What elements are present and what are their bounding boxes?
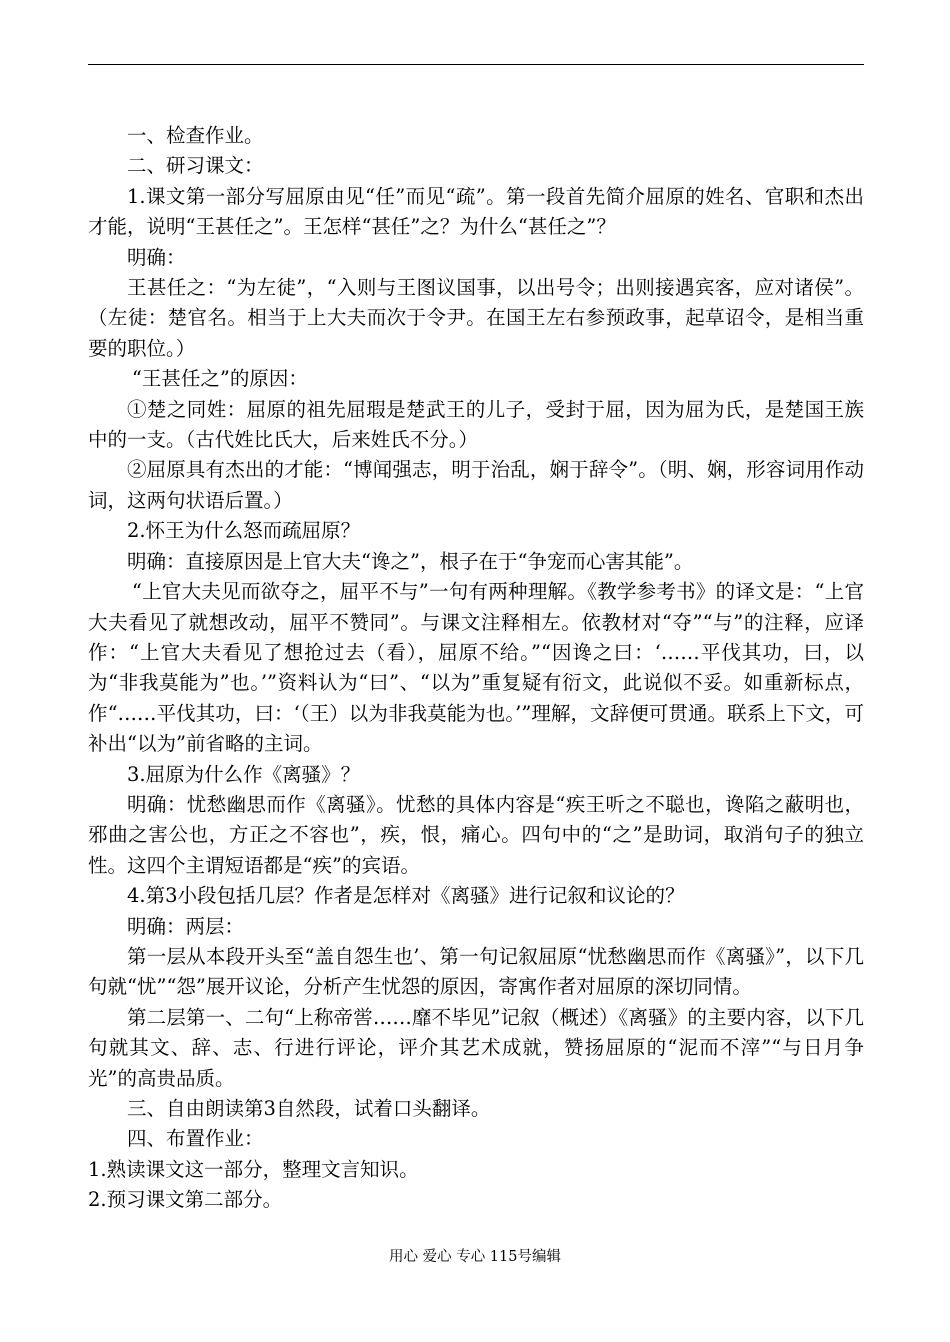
header-rule: [88, 64, 864, 65]
homework-item-1: 1.熟读课文这一部分，整理文言知识。: [88, 1157, 419, 1181]
reason-item-1: ①楚之同姓：屈原的祖先屈瑕是楚武王的儿子，受封于屈，因为屈为氏，是楚国王族中的一支。（古代姓比氏大，后来姓氏不分。）: [88, 397, 864, 452]
discussion-paragraph: “上官大夫见而欲夺之，屈平不与”一句有两种理解。《教学参考书》的译文是：“上官大夫看见了就想改动，屈平不赞同”。与课文注释相左。依教材对“夺”“与”的注释，应译作：“上官大夫看见了想抢过去（看），屈原不给。”“因谗之曰：‘……平伐其功，曰，以为“非我莫能为”也。’”资料认为“曰”、“以为”重复疑有衍文，此说似不妥。如重新标点，作“……平伐其功，曰：‘（王）以为非我莫能为也。’”理解，文辞便可贯通。联系上下文，可补出“以为”前省略的主词。: [88, 580, 864, 756]
reason-item-2: ②屈原具有杰出的才能：“博闻强志，明于治乱，娴于辞令”。（明、娴，形容词用作动词，这两句状语后置。）: [88, 458, 864, 512]
section-heading-study-text: 二、研习课文：: [127, 154, 264, 178]
section-heading-homework: 四、布置作业：: [127, 1127, 264, 1151]
answer-paragraph: 明确：直接原因是上官大夫“谗之”，根子在于“争宠而心害其能”。: [127, 549, 694, 573]
reason-heading: “王甚任之”的原因：: [131, 367, 308, 391]
answer-paragraph: 王甚任之：“为左徒”，“入则与王图议国事，以出号令；出则接遇宾客，应对诸侯”。（左徒：楚官名。相当于上大夫而次于令尹。在国王左右参预政事，起草诏令，是相当重要的职位。）: [88, 276, 864, 360]
page-footer: 用心 爱心 专心 115号编辑: [388, 1249, 561, 1265]
homework-item-2: 2.预习课文第二部分。: [88, 1188, 283, 1212]
question-4: 4.第3小段包括几层？作者是怎样对《离骚》进行记叙和议论的？: [127, 884, 685, 908]
document-body: [88, 121, 864, 1216]
answer-label: 明确：: [127, 245, 186, 269]
section-heading-read-aloud: 三、自由朗读第3自然段，试着口头翻译。: [127, 1097, 491, 1120]
answer-paragraph: 明确：忧愁幽思而作《离骚》。忧愁的具体内容是“疾王听之不聪也，谗陷之蔽明也，邪曲之害公也，方正之不容也”，疾，恨，痛心。四句中的“之”是助词，取消句子的独立性。这四个主谓短语都是“疾”的宾语。: [88, 792, 864, 877]
section-heading-check-homework: 一、检查作业。: [127, 124, 264, 147]
question-3: 3.屈原为什么作《离骚》？: [127, 762, 361, 786]
layer-1-paragraph: 第一层从本段开头至“盖自怨生也’、第一句记叙屈原“忧愁幽思而作《离骚》”，以下几句就“忧”“怨”展开议论，分析产生忧怨的原因，寄寓作者对屈原的深切同情。: [88, 944, 864, 999]
layer-2-paragraph: 第二层第一、二句“上称帝喾……靡不毕见”记叙（概述）《离骚》的主要内容，以下几句就其文、辞、志、行进行评论，评介其艺术成就，赞扬屈原的“泥而不滓”“与日月争光”的高贵品质。: [88, 1005, 864, 1090]
question-2: 2.怀王为什么怒而疏屈原？: [127, 519, 361, 543]
question-1: 1.课文第一部分写屈原由见“任”而见“疏”。第一段首先简介屈原的姓名、官职和杰出才能，说明“王甚任之”。王怎样“甚任”之？为什么“甚任之”？: [88, 184, 864, 239]
answer-label: 明确：两层：: [127, 914, 245, 938]
